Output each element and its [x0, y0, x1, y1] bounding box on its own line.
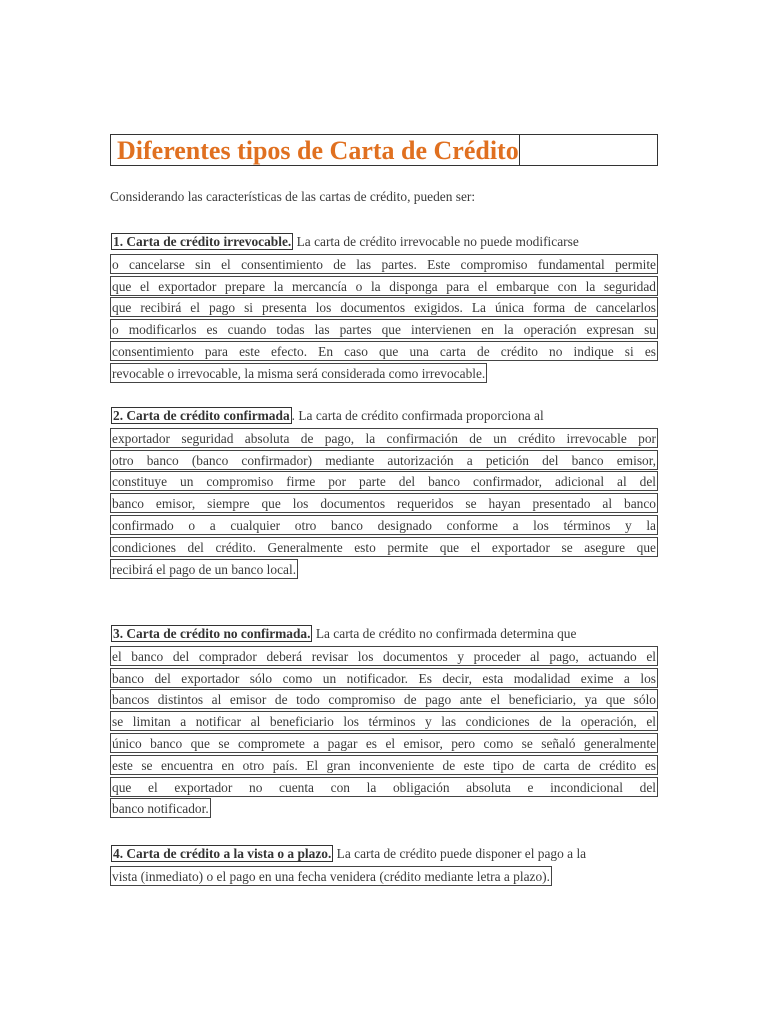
section-1-line: revocable o irrevocable, la misma será considerada como irrevocable.: [110, 363, 487, 383]
section-3-line: que el exportador no cuenta con la obligación absoluta e incondicional del: [110, 777, 658, 797]
section-3-line: banco notificador.: [110, 798, 211, 818]
page-title: Diferentes tipos de Carta de Crédito: [111, 135, 520, 165]
section-3-text: La carta de crédito no confirmada determina que: [312, 626, 577, 641]
section-3-line: se limitan a notificar al beneficiario los términos y las condiciones de la operación, el: [110, 711, 658, 731]
intro-paragraph: Considerando las características de las cartas de crédito, pueden ser:: [110, 189, 476, 204]
section-1-text: La carta de crédito irrevocable no puede modificarse: [293, 234, 579, 249]
section-1-heading: 1. Carta de crédito irrevocable.: [113, 234, 292, 249]
section-3-line: el banco del comprador deberá revisar los documentos y proceder al pago, actuando el: [110, 646, 658, 666]
section-2-line: otro banco (banco confirmador) mediante autorización a petición del banco emisor,: [110, 450, 658, 470]
section-2-line: [110, 406, 658, 426]
section-1-line: que recibirá el pago si presenta los documentos exigidos. La única forma de cancelarlos: [110, 297, 658, 317]
section-3-line: bancos distintos al emisor de todo compromiso de pago ante el beneficiario, ya que sólo: [110, 689, 658, 709]
title-frame: [110, 134, 658, 166]
section-2-line: constituye un compromiso firme por parte del banco confirmador, adicional al del: [110, 471, 658, 491]
section-2-line: confirmado o a cualquier otro banco designado conforme a los términos y la: [110, 515, 658, 535]
section-2-line: condiciones del crédito. Generalmente esto permite que el exportador se asegure que: [110, 537, 658, 557]
section-1-line: o modificarlos es cuando todas las partes que intervienen en la operación expresan su: [110, 319, 658, 339]
section-4-heading: 4. Carta de crédito a la vista o a plazo.: [113, 846, 332, 861]
section-3-line: banco del exportador sólo como un notificador. Es decir, esta modalidad exime a los: [110, 668, 658, 688]
section-3-line: único banco que se compromete a pagar es el emisor, pero como se señaló generalmente: [110, 733, 658, 753]
section-4-line: [110, 844, 658, 864]
section-1-line: [110, 232, 658, 252]
section-1-line: que el exportador prepare la mercancía o la disponga para el embarque con la seguridad: [110, 276, 658, 296]
section-3-heading: 3. Carta de crédito no confirmada.: [113, 626, 311, 641]
section-3-line: este se encuentra en otro país. El gran inconveniente de este tipo de carta de crédito es: [110, 755, 658, 775]
section-4-line: vista (inmediato) o el pago en una fecha venidera (crédito mediante letra a plazo).: [110, 866, 552, 886]
section-2-line: banco emisor, siempre que los documentos requeridos se hayan presentado al banco: [110, 493, 658, 513]
section-1-line: o cancelarse sin el consentimiento de las partes. Este compromiso fundamental permite: [110, 254, 658, 274]
section-3-line: [110, 624, 658, 644]
section-4-text: La carta de crédito puede disponer el pago a la: [333, 846, 587, 861]
section-2-line: exportador seguridad absoluta de pago, la confirmación de un crédito irrevocable por: [110, 428, 658, 448]
section-1-line: consentimiento para este efecto. En caso que una carta de crédito no indique si es: [110, 341, 658, 361]
section-2-line: recibirá el pago de un banco local.: [110, 559, 298, 579]
section-2-text: . La carta de crédito confirmada proporciona al: [291, 408, 544, 423]
section-2-heading: 2. Carta de crédito confirmada: [113, 408, 290, 423]
